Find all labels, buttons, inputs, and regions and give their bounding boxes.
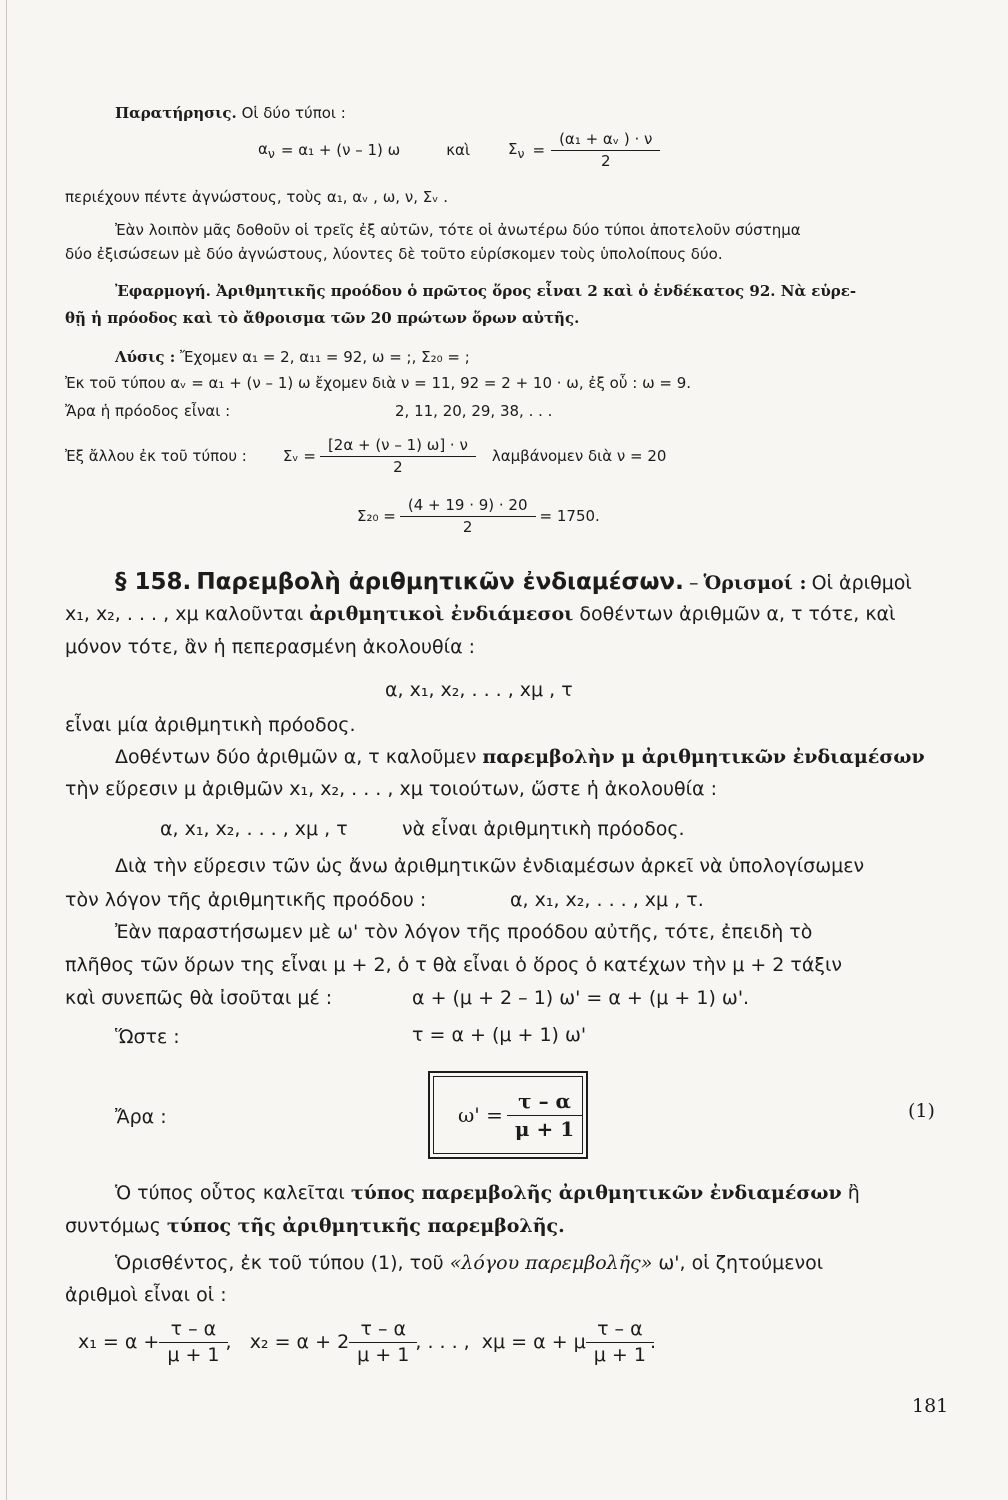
section-sequence2-text: νὰ εἶναι ἀριθμητικὴ πρόοδος. — [402, 818, 685, 840]
xm-numerator: τ – α — [597, 1318, 643, 1340]
boxed-denominator: μ + 1 — [507, 1115, 582, 1141]
section-def-line3: μόνον τότε, ἂν ἡ πεπερασμένη ἀκολουθία : — [65, 636, 476, 658]
section-called-start: Ὁ τύπος οὗτος καλεῖται — [115, 1182, 345, 1204]
remark-paragraph-line2: δύο ἐξισώσεων μὲ δύο ἀγνώστους, λύοντες δὲ τοῦτο εὑρίσκομεν τοὺς ὑπολοίπους δύο. — [65, 245, 723, 263]
xm-fraction — [590, 1318, 650, 1366]
section-definitions-label: Ὁρισμοί : — [703, 572, 807, 594]
boxed-numerator: τ – α — [518, 1089, 571, 1113]
section-ratio-line3: καὶ συνεπῶς θὰ ἰσοῦται μέ : — [65, 987, 333, 1009]
formula-s-eq: = — [532, 141, 546, 159]
x1-denominator: μ + 1 — [159, 1342, 227, 1366]
solution-label: Λύσις : — [115, 348, 176, 366]
section-called-line — [115, 1182, 860, 1204]
section-briefly-bold: τύπος τῆς ἀριθμητικῆς παρεμβολῆς. — [166, 1215, 565, 1237]
section-sequence: α, x₁, x₂, . . . , xμ , τ — [385, 679, 573, 701]
x1-numerator: τ – α — [170, 1318, 217, 1340]
x2-fraction — [353, 1318, 413, 1366]
formula-a-rhs: = α₁ + (ν – 1) ω — [280, 141, 401, 159]
remark-heading: Παρατήρησις. — [115, 104, 237, 122]
solution-sum-lhs: Σᵥ = — [282, 447, 316, 465]
section-def-line2 — [65, 603, 896, 625]
solution-s20-denominator: 2 — [400, 516, 536, 536]
x2-denominator: μ + 1 — [349, 1342, 417, 1366]
remark-formulas — [258, 130, 656, 170]
section-sequence2: α, x₁, x₂, . . . , xμ , τ — [160, 818, 348, 840]
equation-number: (1) — [908, 1100, 935, 1122]
section-so-label: Ὥστε : — [115, 1026, 180, 1048]
formula-a: $\alpha_\nu$ — [258, 139, 275, 161]
xm-end: . — [649, 1331, 656, 1353]
boxed-formula — [428, 1071, 588, 1159]
section-def-line1-end: Οἱ ἀριθμοὶ — [811, 572, 912, 594]
boxed-fraction — [511, 1089, 578, 1141]
remark-unknowns: περιέχουν πέντε ἀγνώστους, τοὺς α₁, αᵥ , ω, ν, Σᵥ . — [65, 188, 448, 206]
solution-s20-numerator: (4 + 19 · 9) · 20 — [407, 496, 528, 514]
section-defined-italic: «λόγου παρεμβολῆς» — [449, 1252, 653, 1274]
solution-taking: λαμβάνομεν διὰ ν = 20 — [491, 447, 667, 465]
section-def-bold: ἀριθμητικοὶ ἐνδιάμεσοι — [309, 603, 574, 625]
page-number: 181 — [912, 1395, 949, 1417]
section-briefly-line — [65, 1215, 565, 1237]
xm-lhs: , . . . , xμ = α + μ — [415, 1331, 586, 1353]
solution-s20-lhs: Σ₂₀ = — [357, 507, 396, 525]
section-title: Παρεμβολὴ ἀριθμητικῶν ἐνδιαμέσων. — [196, 569, 684, 595]
boxed-formula-content — [458, 1089, 578, 1141]
boxed-lhs: ω' = — [458, 1103, 503, 1127]
section-so-eq: τ = α + (μ + 1) ω' — [412, 1024, 587, 1046]
section-number: § 158. — [115, 569, 192, 595]
x2-numerator: τ – α — [360, 1318, 407, 1340]
solution-sum-formula — [65, 436, 666, 476]
formula-s-fraction — [555, 130, 656, 170]
section-ratio-line2: πλῆθος τῶν ὅρων της εἶναι μ + 2, ὁ τ θὰ εἶναι ὁ ὅρος ὁ κατέχων τὴν μ + 2 τάξιν — [65, 954, 843, 976]
solution-sum-numerator: [2α + (ν – 1) ω] · ν — [327, 436, 468, 454]
section-therefore-label: Ἄρα : — [115, 1106, 167, 1128]
x1-lhs: x₁ = α + — [78, 1331, 160, 1353]
formula-s-numerator: (α₁ + αᵥ ) · ν — [559, 130, 653, 148]
remark-line — [115, 104, 346, 122]
section-finding-line2: τὸν λόγον τῆς ἀριθμητικῆς προόδου : — [65, 889, 427, 911]
section-def-vars: x₁, x₂, . . . , xμ — [65, 603, 199, 625]
formula-s: $\Sigma_\nu$ — [508, 139, 525, 161]
remark-paragraph-line1: Ἐὰν λοιπὸν μᾶς δοθοῦν οἱ τρεῖς ἐξ αὐτῶν, τότε οἱ ἀνωτέρω δύο τύποι ἀποτελοῦν σύστημα — [115, 221, 801, 239]
solution-progression-label: Ἄρα ἡ πρόοδος εἶναι : — [65, 402, 231, 420]
section-given-start: Δοθέντων δύο ἀριθμῶν α, τ καλοῦμεν — [115, 746, 477, 768]
section-def-mid: καλοῦνται — [204, 603, 304, 625]
application-line1: Ἐφαρμογή. Ἀριθμητικῆς προόδου ὁ πρῶτος ὅρος εἶναι 2 καὶ ὁ ἑνδέκατος 92. Νὰ εὑρε- — [115, 282, 857, 300]
solution-s20-fraction — [404, 496, 532, 536]
formula-s-denominator: 2 — [551, 150, 660, 170]
section-ratio-line1: Ἐὰν παραστήσωμεν μὲ ω' τὸν λόγον τῆς προόδου αὐτῆς, τότε, ἐπειδὴ τὸ — [115, 921, 813, 943]
solution-given-line — [115, 348, 470, 366]
section-given-line1 — [115, 746, 925, 768]
solution-from-formula: Ἐκ τοῦ τύπου αᵥ = α₁ + (ν – 1) ω ἔχομεν διὰ ν = 11, 92 = 2 + 10 · ω, ἐξ οὗ : ω = 9. — [65, 374, 692, 392]
section-ratio-eq: α + (μ + 2 – 1) ω' = α + (μ + 1) ω'. — [412, 987, 750, 1009]
section-defined-line1 — [115, 1252, 823, 1274]
solution-progression-value: 2, 11, 20, 29, 38, . . . — [395, 402, 553, 420]
section-defined-end: ω', οἱ ζητούμενοι — [658, 1252, 824, 1274]
section-finding-line1: Διὰ τὴν εὕρεσιν τῶν ὡς ἄνω ἀριθμητικῶν ἐνδιαμέσων ἀρκεῖ νὰ ὑπολογίσωμεν — [115, 855, 865, 877]
section-is-progression: εἶναι μία ἀριθμητικὴ πρόοδος. — [65, 714, 356, 736]
section-finding-seq: α, x₁, x₂, . . . , xμ , τ. — [510, 889, 704, 911]
solution-sum-denominator: 2 — [320, 456, 476, 476]
x2-lhs: , x₂ = α + 2 — [225, 1331, 350, 1353]
section-called-end: ἢ — [847, 1182, 860, 1204]
solution-other-label: Ἐξ ἄλλου ἐκ τοῦ τύπου : — [65, 447, 247, 465]
solution-s20-result: = 1750. — [539, 507, 600, 525]
solution-given: Ἔχομεν α₁ = 2, α₁₁ = 92, ω = ;, Σ₂₀ = ; — [180, 348, 470, 366]
section-called-bold: τύπος παρεμβολῆς ἀριθμητικῶν ἐνδιαμέσων — [350, 1182, 842, 1204]
formula-and: καὶ — [446, 141, 471, 159]
section-defined-line2: ἀριθμοὶ εἶναι οἱ : — [65, 1284, 227, 1306]
solution-sum-fraction — [324, 436, 472, 476]
section-briefly: συντόμως — [65, 1215, 161, 1237]
x1-fraction — [163, 1318, 223, 1366]
remark-intro: Οἱ δύο τύποι : — [241, 104, 346, 122]
xm-denominator: μ + 1 — [586, 1342, 654, 1366]
page-edge-shadow — [6, 0, 7, 1500]
application-line2: θῇ ἡ πρόοδος καὶ τὸ ἄθροισμα τῶν 20 πρώτων ὅρων αὐτῆς. — [65, 309, 580, 327]
solution-s20-formula — [357, 496, 600, 536]
section-final-formulas — [78, 1318, 656, 1366]
section-dash: – — [688, 572, 699, 594]
section-heading-line — [115, 569, 912, 595]
section-defined-start: Ὁρισθέντος, ἐκ τοῦ τύπου (1), τοῦ — [115, 1252, 444, 1274]
section-def-end: δοθέντων ἀριθμῶν α, τ τότε, καὶ — [579, 603, 896, 625]
section-given-line2: τὴν εὕρεσιν μ ἀριθμῶν x₁, x₂, . . . , xμ τοιούτων, ὥστε ἡ ἀκολουθία : — [65, 778, 718, 800]
section-given-bold: παρεμβολὴν μ ἀριθμητικῶν ἐνδιαμέσων — [482, 746, 925, 768]
